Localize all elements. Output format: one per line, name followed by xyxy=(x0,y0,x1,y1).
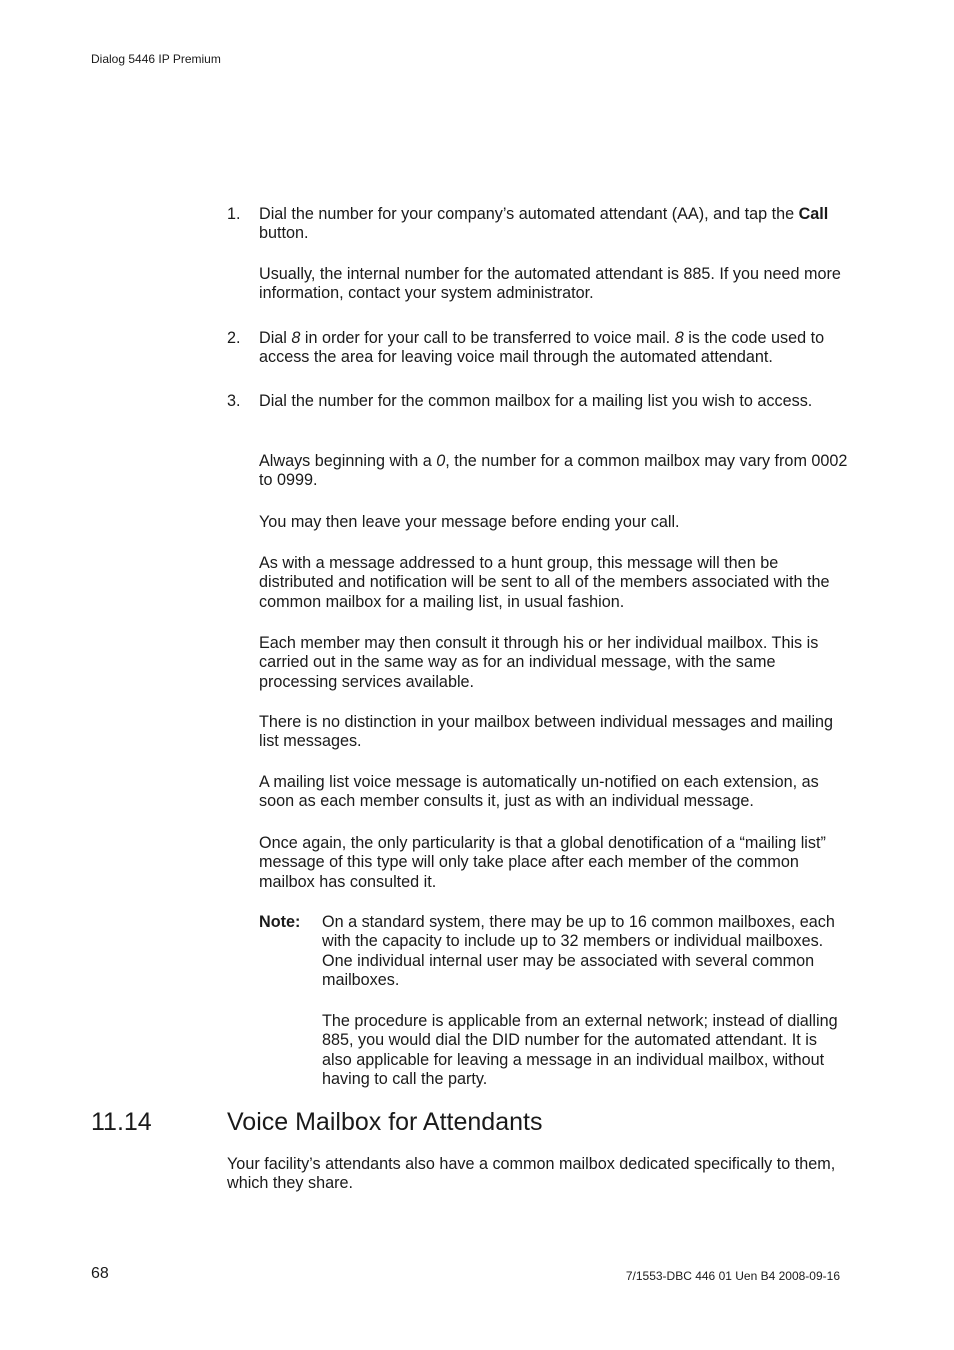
step-number: 3. xyxy=(227,392,241,410)
page-number: 68 xyxy=(91,1265,109,1282)
prefix-digit: 0 xyxy=(436,452,446,470)
step-number: 1. xyxy=(227,205,241,223)
step-2-text-a: Dial xyxy=(259,329,292,347)
step-1-text-b: button. xyxy=(259,224,309,243)
step-3-paragraph-c: As with a message addressed to a hunt group, this message will then be distributed and notification will be sent to all of the members associated with the common mailbox for a mailing list, in usual fashion. xyxy=(259,554,830,611)
note-paragraph-1: On a standard system, there may be up to 16 common mailboxes, each with the capacity to include up to 32 members or individual mailboxes. One individual internal user may be associated with several common mailboxes. xyxy=(322,913,835,989)
step-2-text-b: in order for your call to be transferred to voice mail. xyxy=(300,329,675,347)
step-3-text: Dial the number for the common mailbox for a mailing list you wish to access. xyxy=(259,392,813,410)
step-3-paragraph-g: Once again, the only particularity is that a global denotification of a “mailing list” message of this type will only take place after each member of the common mailbox has consulted it. xyxy=(259,834,826,891)
section-body: Your facility’s attendants also have a common mailbox dedicated specifically to them, which they share. xyxy=(227,1155,836,1193)
step-2-text-c: is the code used to access the area for leaving voice mail through the automated attendant. xyxy=(259,329,825,367)
step-number: 2. xyxy=(227,329,241,347)
step-3-paragraph-b: You may then leave your message before ending your call. xyxy=(259,513,680,531)
code-digit: 8 xyxy=(291,329,301,347)
para-a-end: , the number for a common mailbox may vary from 0002 to 0999. xyxy=(259,452,848,490)
running-header: Dialog 5446 IP Premium xyxy=(91,52,221,66)
section-number: 11.14 xyxy=(91,1108,152,1136)
step-2-text xyxy=(259,329,849,368)
step-1-text-a: Dial the number for your company’s automated attendant (AA), and tap the xyxy=(259,205,799,223)
call-button-label: Call xyxy=(798,205,829,223)
step-1-paragraph: Usually, the internal number for the automated attendant is 885. If you need more information, contact your system administrator. xyxy=(259,265,841,303)
note-paragraph-2: The procedure is applicable from an external network; instead of dialling 885, you would dial the DID number for the automated attendant. It is also applicable for leaving a message in an individual mailbox, without having to call the party. xyxy=(322,1012,838,1088)
step-3-paragraph-e: There is no distinction in your mailbox between individual messages and mailing list messages. xyxy=(259,713,834,751)
step-3-paragraph-d: Each member may then consult it through his or her individual mailbox. This is carried out in the same way as for an individual message, with the same processing services available. xyxy=(259,634,819,691)
step-1-text xyxy=(259,205,849,244)
step-3-paragraph-a xyxy=(259,452,849,491)
section-title: Voice Mailbox for Attendants xyxy=(227,1108,543,1136)
document-id: 7/1553-DBC 446 01 Uen B4 2008-09-16 xyxy=(625,1269,840,1283)
step-3-paragraph-f: A mailing list voice message is automatically un-notified on each extension, as soon as each member consults it, just as with an individual message. xyxy=(259,773,819,811)
code-digit: 8 xyxy=(674,329,684,347)
para-a-start: Always beginning with a xyxy=(259,452,437,470)
note-label: Note: xyxy=(259,913,301,931)
